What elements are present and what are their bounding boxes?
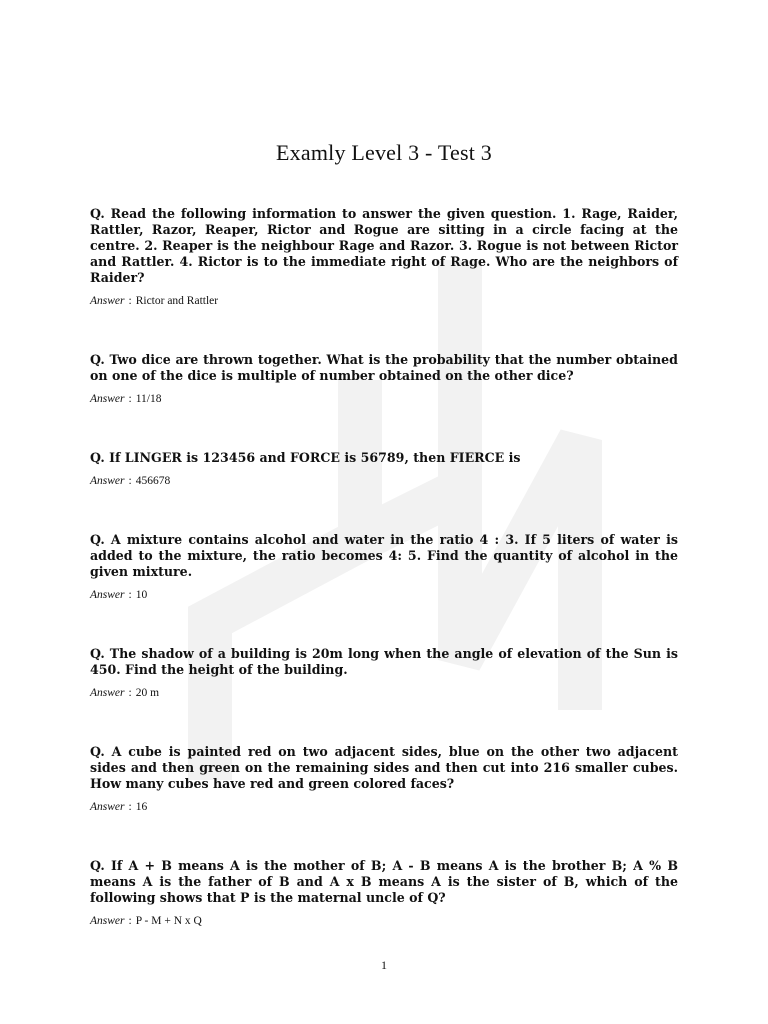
answer-label: Answer xyxy=(90,475,125,487)
answer-label: Answer xyxy=(90,801,125,813)
answer-line xyxy=(90,392,678,406)
question-text: Q. If A + B means A is the mother of B; A - B means A is the brother B; A % B means A is the father of B and A x B means A is the sister of B, which of the following shows that P is the maternal uncle of Q? xyxy=(90,858,678,905)
answer-label: Answer xyxy=(90,915,125,927)
question-item xyxy=(90,646,678,700)
answer-separator: : xyxy=(128,295,132,307)
answer-separator: : xyxy=(128,801,132,813)
answer-line xyxy=(90,474,678,488)
question-text: Q. A mixture contains alcohol and water in the ratio 4 : 3. If 5 liters of water is added to the mixture, the ratio becomes 4: 5. Find the quantity of alcohol in the given mixture. xyxy=(90,532,678,579)
page-number: 1 xyxy=(381,958,387,972)
answer-label: Answer xyxy=(90,687,125,699)
answer-line xyxy=(90,914,678,928)
answer-label: Answer xyxy=(90,393,125,405)
answer-line xyxy=(90,588,678,602)
question-text: Q. A cube is painted red on two adjacent sides, blue on the other two adjacent sides and then green on the remaining sides and then cut into 216 smaller cubes. How many cubes have red and green colored faces? xyxy=(90,744,678,791)
question-text: Q. Two dice are thrown together. What is the probability that the number obtained on one of the dice is multiple of number obtained on the other dice? xyxy=(90,352,678,383)
answer-value: 20 m xyxy=(135,687,160,699)
answer-line xyxy=(90,800,678,814)
answer-separator: : xyxy=(128,915,132,927)
answer-separator: : xyxy=(128,589,132,601)
answer-line xyxy=(90,686,678,700)
question-list xyxy=(90,206,678,928)
answer-value: P - M + N x Q xyxy=(135,915,202,927)
page-title: Examly Level 3 - Test 3 xyxy=(276,140,492,165)
answer-value: 456678 xyxy=(135,475,171,487)
answer-line xyxy=(90,294,678,308)
question-text: Q. The shadow of a building is 20m long when the angle of elevation of the Sun is 450. Find the height of the building. xyxy=(90,646,678,677)
question-item xyxy=(90,352,678,406)
answer-separator: : xyxy=(128,687,132,699)
answer-value: 16 xyxy=(135,801,148,813)
answer-value: 11/18 xyxy=(135,393,162,405)
answer-label: Answer xyxy=(90,295,125,307)
answer-value: 10 xyxy=(135,589,148,601)
question-item xyxy=(90,744,678,814)
answer-separator: : xyxy=(128,475,132,487)
question-item xyxy=(90,858,678,928)
answer-separator: : xyxy=(128,393,132,405)
question-item xyxy=(90,206,678,308)
question-text: Q. If LINGER is 123456 and FORCE is 56789, then FIERCE is xyxy=(90,450,521,465)
answer-label: Answer xyxy=(90,589,125,601)
answer-value: Rictor and Rattler xyxy=(135,295,219,307)
question-item xyxy=(90,450,678,488)
question-item xyxy=(90,532,678,602)
question-text: Q. Read the following information to answer the given question. 1. Rage, Raider, Rattler, Razor, Reaper, Rictor and Rogue are sitting in a circle facing at the centre. 2. Reaper is the neighbour Rage and Razor. 3. Rogue is not between Rictor and Rattler. 4. Rictor is to the immediate right of Rage. Who are the neighbors of Raider? xyxy=(90,206,678,285)
